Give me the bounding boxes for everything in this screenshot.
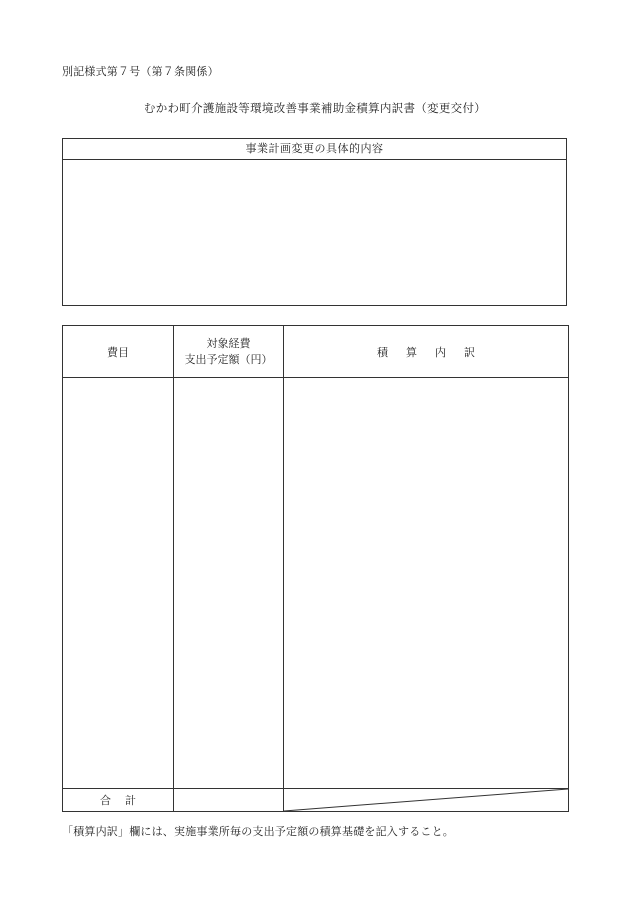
- document-title: むかわ町介護施設等環境改善事業補助金積算内訳書（変更交付）: [143, 101, 487, 115]
- total-row: [63, 789, 569, 812]
- amount-cell[interactable]: [174, 378, 284, 789]
- plan-change-content-area[interactable]: [63, 160, 566, 305]
- column-header-amount-line1: 対象経費: [206, 336, 251, 350]
- plan-change-header: 事業計画変更の具体的内容: [63, 139, 566, 160]
- column-header-item: 費目: [63, 326, 174, 378]
- diagonal-strike-line: [284, 789, 568, 811]
- item-cell[interactable]: [63, 378, 174, 789]
- breakdown-body-row: [63, 378, 569, 789]
- column-header-detail: 積算内訳: [284, 326, 569, 378]
- breakdown-table: [62, 325, 569, 812]
- column-header-amount-line2: 支出予定額（円）: [184, 352, 273, 366]
- total-label: 合計: [63, 789, 174, 812]
- detail-cell[interactable]: [284, 378, 569, 789]
- total-amount-cell[interactable]: [174, 789, 284, 812]
- column-header-amount: [174, 326, 284, 378]
- footnote: 「積算内訳」欄には、実施事業所毎の支出予定額の積算基礎を記入すること。: [62, 825, 454, 838]
- plan-change-section: [62, 138, 567, 306]
- breakdown-header-row: [63, 326, 569, 378]
- form-number: 別記様式第７号（第７条関係）: [62, 65, 219, 78]
- total-detail-cell-struck: [284, 789, 569, 812]
